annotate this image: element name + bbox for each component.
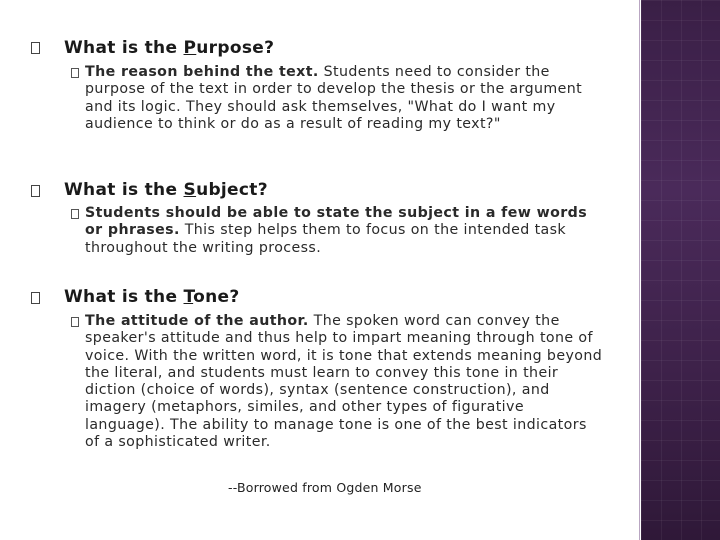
heading-purpose-initial: P: [183, 38, 197, 58]
sidebar-divider: [639, 0, 640, 540]
purpose-lead: The reason behind the text.: [85, 64, 319, 80]
tone-paragraph: [85, 313, 605, 451]
sidebar-texture: [641, 0, 720, 540]
heading-purpose: What is the Purpose?: [64, 38, 275, 58]
heading-tone-initial: T: [183, 287, 194, 307]
bullet-square-icon: [31, 185, 40, 197]
subject-lead: Students should be able to state the subject in a few words or phrases.: [85, 205, 588, 239]
tone-body: The spoken word can convey the speaker's attitude and thus help to impart meaning through tone of voice. With the written word, it is tone that extends meaning beyond the literal, and students must learn to convey this tone in their diction (choice of words), syntax (sentence construction), and imagery (metaphors, similes, and other types of figurative language). The ability to manage tone is one of the best indicators of a sophisticated writer.: [85, 313, 603, 451]
purpose-body: Students need to consider the purpose of the text in order to develop the thesis or the argument and its logic. They should ask themselves, "What do I want my audience to think or do as a result of reading my text?": [85, 64, 583, 132]
heading-tone: What is the Tone?: [64, 287, 240, 307]
heading-subject-initial: S: [183, 180, 197, 200]
sub-bullet-square-icon: [71, 209, 79, 219]
tone-lead: The attitude of the author.: [85, 313, 309, 329]
purpose-paragraph: [85, 64, 605, 133]
bullet-square-icon: [31, 292, 40, 304]
subject-paragraph: [85, 205, 605, 257]
sub-bullet-square-icon: [71, 317, 79, 327]
subject-body: This step helps them to focus on the intended task throughout the writing process.: [85, 222, 567, 256]
bullet-square-icon: [31, 42, 40, 54]
heading-subject: What is the Subject?: [64, 180, 268, 200]
sub-bullet-square-icon: [71, 68, 79, 78]
attribution: --Borrowed from Ogden Morse: [228, 480, 422, 495]
